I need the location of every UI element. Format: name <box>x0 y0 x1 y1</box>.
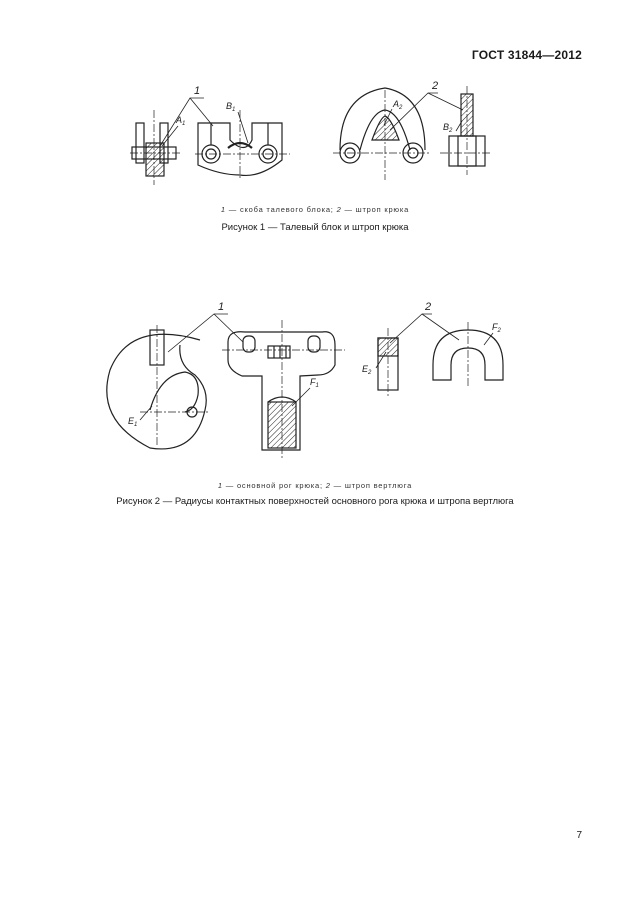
fig1-label-b1: $B_1$ <box>226 101 236 113</box>
figure-2-drawing <box>0 290 630 470</box>
fig2-label-e2: $E_2$ <box>362 364 372 376</box>
fig2-label-e1: $E_1$ <box>128 416 138 428</box>
figure-1-drawing <box>0 0 630 200</box>
fig1-callout-1: 1 <box>194 85 201 97</box>
figure-1-caption: Рисунок 1 — Талевый блок и штроп крюка <box>221 222 409 233</box>
fig2-label-f1: $F_1$ <box>310 377 319 389</box>
fig2-callout-2: 2 <box>425 301 432 313</box>
fig1-label-a2: $A_2$ <box>393 99 403 111</box>
figure-1-legend: 1 — скоба талевого блока; 2 — штроп крюка <box>220 205 410 214</box>
fig1-label-a1: $A_1$ <box>176 115 186 127</box>
fig2-callout-1: 1 <box>218 301 225 313</box>
fig1-label-b2: $B_2$ <box>443 122 453 134</box>
standard-header: ГОСТ 31844—2012 <box>471 48 582 62</box>
page-number: 7 <box>576 830 582 841</box>
fig2-label-f2: $F_2$ <box>492 322 501 334</box>
fig1-callout-2: 2 <box>432 80 439 92</box>
figure-2-caption: Рисунок 2 — Радиусы контактных поверхностей основного рога крюка и штропа вертлюга <box>116 496 514 507</box>
figure-2-legend: 1 — основной рог крюка; 2 — штроп вертлюга <box>217 481 413 490</box>
